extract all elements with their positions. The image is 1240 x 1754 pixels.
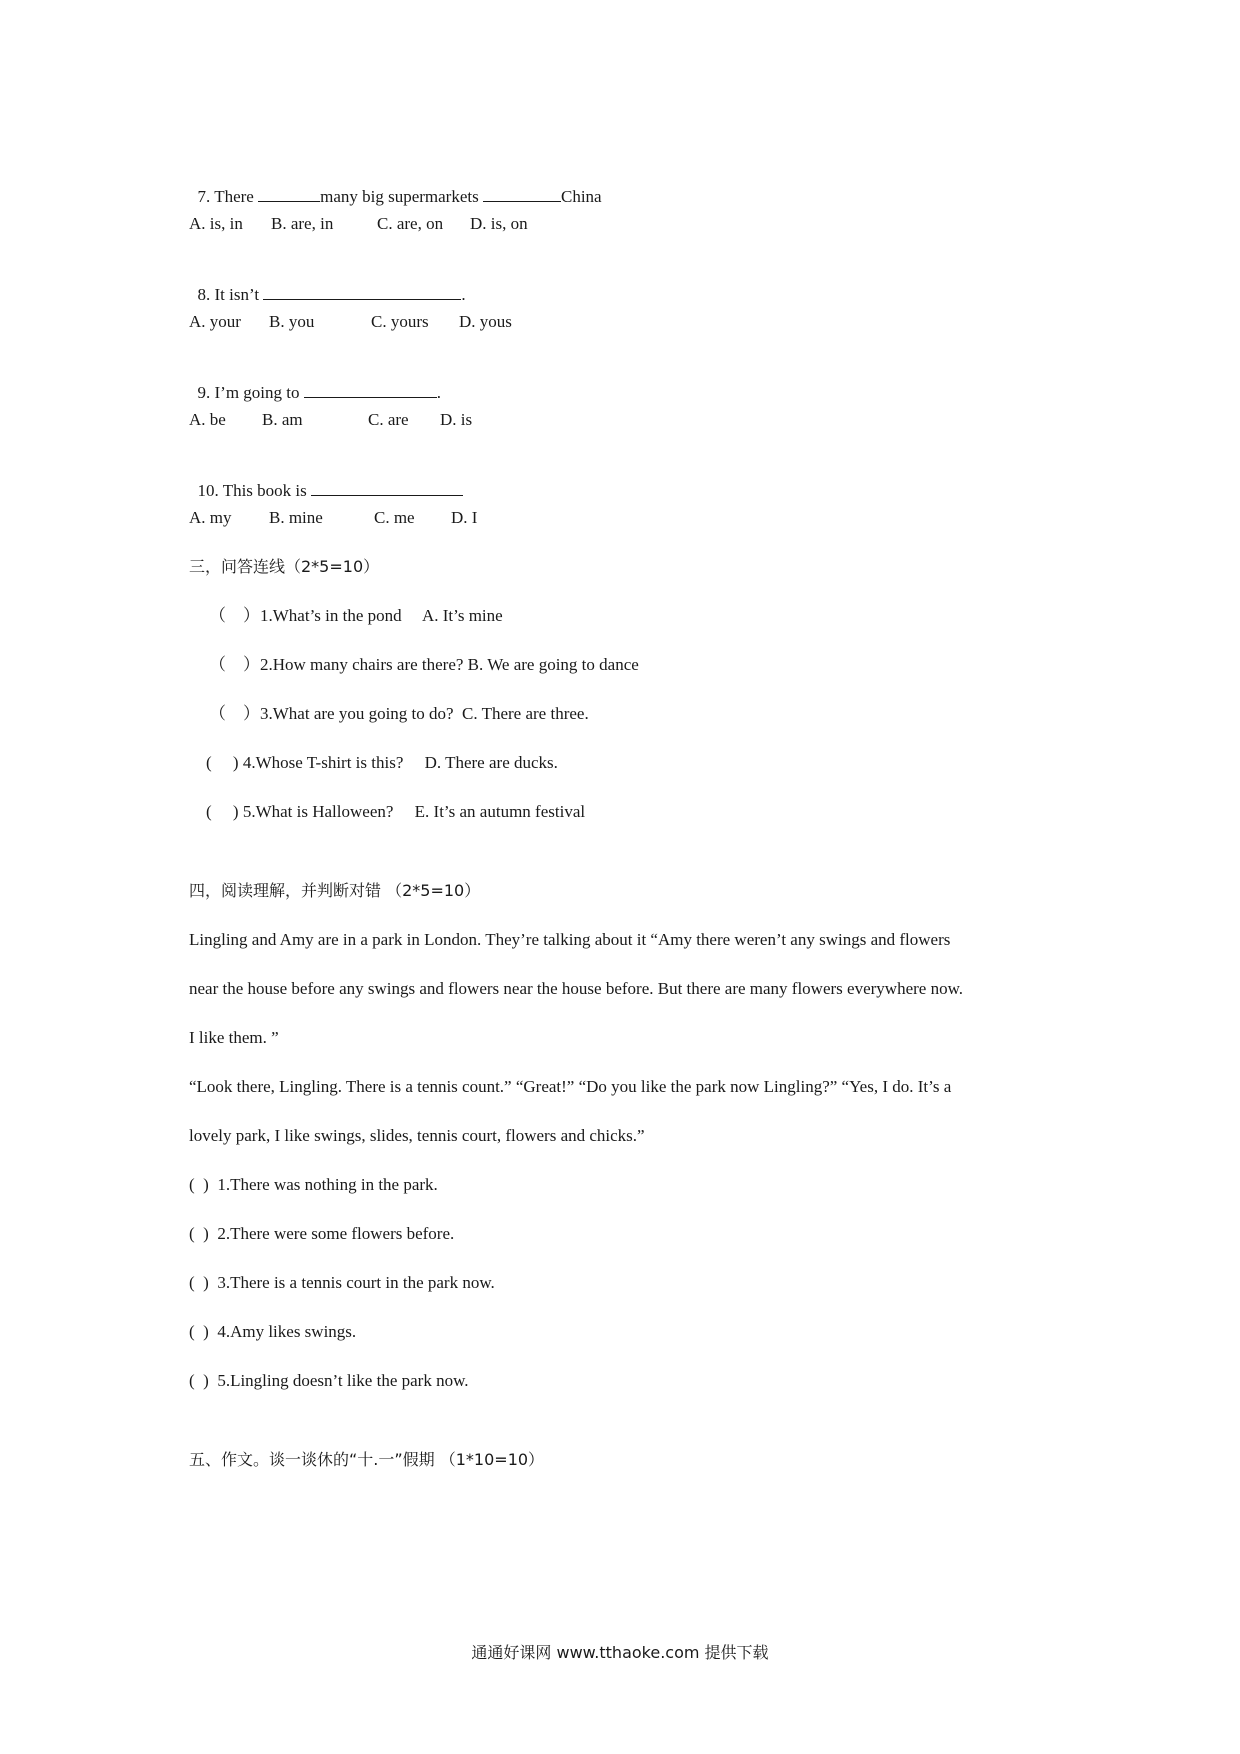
match-item: ( ) 4.Whose T-shirt is this? D. There are ducks.: [206, 753, 558, 772]
answer-blank: [483, 186, 561, 202]
judge-item: ( ) 1.There was nothing in the park.: [189, 1175, 438, 1194]
judge-item: ( ) 2.There were some flowers before.: [189, 1224, 455, 1243]
question-9-options: A. be B. am C. are D. is: [189, 410, 473, 429]
match-item: （ ）3.What are you going to do? C. There are three.: [209, 704, 589, 723]
section-4-title: 四，阅读理解，并判断对错 （2*5=10）: [189, 881, 481, 900]
question-9: 9. I’m going to .: [197, 383, 441, 402]
match-item: （ ）2.How many chairs are there? B. We are going to dance: [209, 655, 639, 674]
section-3-title: 三，问答连线（2*5=10）: [189, 557, 380, 576]
answer-blank: [311, 480, 463, 496]
section-5-title: 五、作文。谈一谈休的“十.一”假期 （1*10=10）: [189, 1450, 545, 1469]
judge-item: ( ) 5.Lingling doesn’t like the park now.: [189, 1371, 469, 1390]
match-item: （ ）1.What’s in the pond A. It’s mine: [209, 606, 503, 625]
answer-blank: [263, 284, 461, 300]
question-10-options: A. my B. mine C. me D. I: [189, 508, 478, 527]
page-footer: 通通好课网 www.tthaoke.com 提供下载: [471, 1643, 769, 1662]
judge-item: ( ) 4.Amy likes swings.: [189, 1322, 357, 1341]
passage-line: “Look there, Lingling. There is a tennis count.” “Great!” “Do you like the park now Lingling?” “Yes, I do. It’s a: [189, 1077, 952, 1096]
question-7-options: A. is, in B. are, in C. are, on D. is, on: [189, 214, 528, 233]
passage-line: Lingling and Amy are in a park in London. They’re talking about it “Amy there weren’t any swings and flowers: [189, 930, 951, 949]
question-10: 10. This book is: [189, 458, 463, 480]
answer-blank: [304, 382, 437, 398]
answer-blank: [258, 186, 320, 202]
passage-line: lovely park, I like swings, slides, tennis court, flowers and chicks.”: [189, 1126, 645, 1145]
question-7: 7. There many big supermarkets China: [197, 187, 602, 206]
question-8: 8. It isn’t .: [197, 285, 466, 304]
passage-line: I like them. ”: [189, 1028, 279, 1047]
match-item: ( ) 5.What is Halloween? E. It’s an autumn festival: [206, 802, 586, 821]
judge-item: ( ) 3.There is a tennis court in the park now.: [189, 1273, 495, 1292]
passage-line: near the house before any swings and flowers near the house before. But there are many flowers everywhere now.: [189, 979, 963, 998]
question-8-options: A. your B. you C. yours D. yous: [189, 312, 512, 331]
